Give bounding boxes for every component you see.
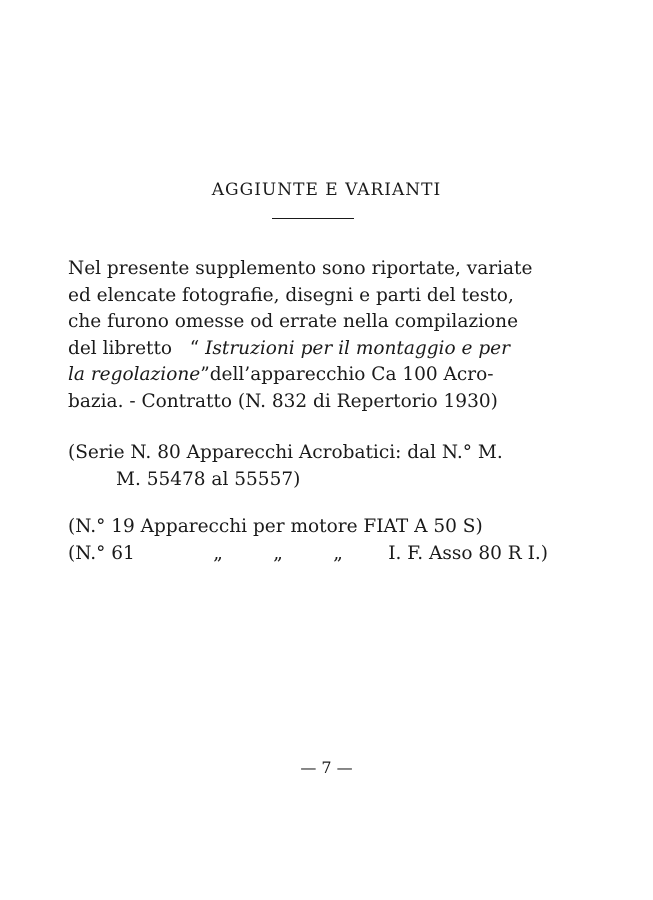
ditto-mark-1: „ <box>213 542 223 564</box>
series-line-2-text: M. 55478 al 55557) <box>116 468 301 490</box>
series-line-2 <box>68 467 548 494</box>
motors-row-1 <box>68 514 548 541</box>
intro-line-3-text: che furono omesse od errate nella compilazione <box>68 311 519 332</box>
series-line-1-text: (Serie N. 80 Apparecchi Acrobatici: dal N.° M. <box>68 442 503 463</box>
series-line-1 <box>68 440 548 467</box>
intro-line-6 <box>68 389 548 416</box>
intro-title-part-1: Istruzioni per il montaggio e per <box>205 337 510 359</box>
intro-line-2-text: ed elencate fotografie, disegni e parti del testo, <box>68 284 514 306</box>
intro-line-1-text: Nel presente supplemento sono riportate, variate <box>68 258 533 279</box>
intro-paragraph <box>68 256 548 415</box>
motors-paragraph <box>68 514 548 567</box>
intro-line-4 <box>68 336 548 363</box>
intro-title-part-2: la regolazione <box>68 364 201 385</box>
series-paragraph <box>68 440 548 493</box>
intro-line-4-pre: del libretto <box>68 337 173 359</box>
intro-line-5-post: dell’apparecchio Ca 100 Acro- <box>209 364 494 385</box>
motors-row-2-value: I. F. Asso 80 R I.) <box>388 542 548 564</box>
intro-line-3 <box>68 309 548 336</box>
section-heading: AGGIUNTE E VARIANTI <box>211 180 442 200</box>
ditto-mark-2: „ <box>273 542 283 564</box>
motors-row-2-label: (N.° 61 <box>68 542 135 564</box>
heading-rule <box>272 218 354 219</box>
intro-line-6-text: bazia. - Contratto (N. 832 di Repertorio 1930) <box>68 390 498 412</box>
intro-line-5 <box>68 362 548 389</box>
motors-row-2 <box>68 541 548 568</box>
page-number: — 7 — <box>300 758 353 777</box>
intro-open-quote: “ <box>189 337 200 359</box>
intro-line-1 <box>68 256 548 283</box>
ditto-mark-3: „ <box>333 542 343 564</box>
intro-close-quote: ” <box>200 364 210 385</box>
intro-line-2 <box>68 283 548 310</box>
motors-row-1-text: (N.° 19 Apparecchi per motore FIAT A 50 S) <box>68 516 483 537</box>
